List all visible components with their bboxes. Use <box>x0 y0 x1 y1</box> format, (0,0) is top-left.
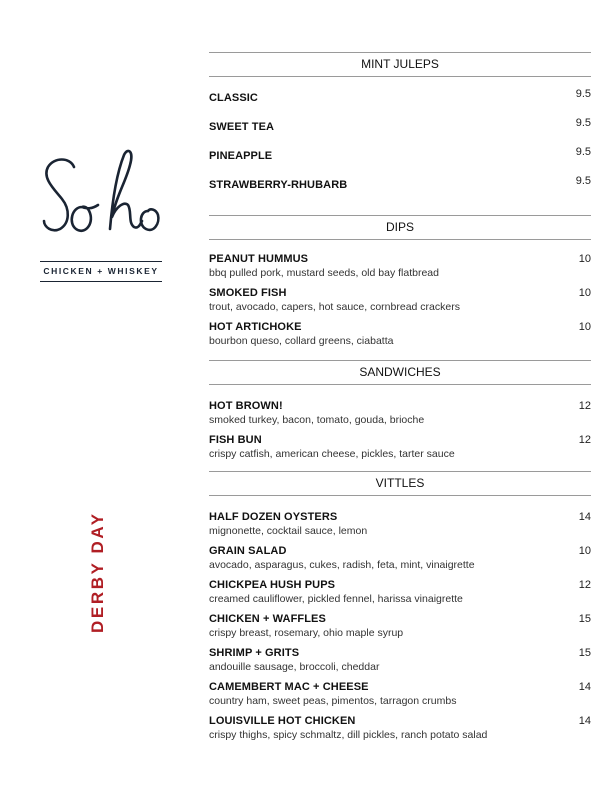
item-description: trout, avocado, capers, hot sauce, cornbread crackers <box>209 301 460 313</box>
item-description: avocado, asparagus, cukes, radish, feta, mint, vinaigrette <box>209 559 475 571</box>
menu-item <box>209 680 591 708</box>
item-name: HOT ARTICHOKE <box>209 321 302 333</box>
item-name: STRAWBERRY-RHUBARB <box>209 179 348 191</box>
item-name: SWEET TEA <box>209 121 275 133</box>
menu-item <box>209 646 591 674</box>
section-heading: SANDWICHES <box>209 360 591 385</box>
item-name: CHICKEN + WAFFLES <box>209 613 326 625</box>
menu-item <box>209 117 591 134</box>
soho-script-logo <box>40 145 162 253</box>
item-name: CHICKPEA HUSH PUPS <box>209 579 336 591</box>
item-name: PINEAPPLE <box>209 150 273 162</box>
item-name: SMOKED FISH <box>209 287 287 299</box>
item-name: CLASSIC <box>209 92 258 104</box>
item-price: 12 <box>578 400 591 412</box>
menu-item <box>209 612 591 640</box>
section-heading: VITTLES <box>209 471 591 496</box>
section-vittles <box>209 471 591 754</box>
menu-item <box>209 714 591 742</box>
menu-item <box>209 510 591 538</box>
item-name: SHRIMP + GRITS <box>209 647 300 659</box>
item-price: 10 <box>578 321 591 333</box>
menu-item <box>209 320 591 348</box>
item-description: creamed cauliflower, pickled fennel, harissa vinaigrette <box>209 593 463 605</box>
menu-item <box>209 399 591 427</box>
item-description: country ham, sweet peas, pimentos, tarragon crumbs <box>209 695 457 707</box>
item-price: 10 <box>578 287 591 299</box>
item-price: 12 <box>578 434 591 446</box>
menu-item <box>209 286 591 314</box>
logo <box>40 145 162 282</box>
section-mint-juleps <box>209 52 591 215</box>
item-price: 14 <box>578 511 591 523</box>
item-name: HALF DOZEN OYSTERS <box>209 511 338 523</box>
section-heading: MINT JULEPS <box>209 52 591 77</box>
item-name: PEANUT HUMMUS <box>209 253 309 265</box>
item-name: HOT BROWN! <box>209 400 283 412</box>
item-name: GRAIN SALAD <box>209 545 287 557</box>
item-price: 10 <box>578 545 591 557</box>
item-description: andouille sausage, broccoli, cheddar <box>209 661 380 673</box>
item-price: 14 <box>578 715 591 727</box>
item-price: 9.5 <box>575 175 591 187</box>
item-description: mignonette, cocktail sauce, lemon <box>209 525 368 537</box>
item-name: LOUISVILLE HOT CHICKEN <box>209 715 356 727</box>
item-price: 10 <box>578 253 591 265</box>
item-description: crispy thighs, spicy schmaltz, dill pickles, ranch potato salad <box>209 729 488 741</box>
menu-item <box>209 433 591 461</box>
item-description: smoked turkey, bacon, tomato, gouda, brioche <box>209 414 425 426</box>
item-price: 14 <box>578 681 591 693</box>
section-dips <box>209 215 591 360</box>
menu-item <box>209 544 591 572</box>
item-name: FISH BUN <box>209 434 262 446</box>
item-description: bourbon queso, collard greens, ciabatta <box>209 335 394 347</box>
item-description: bbq pulled pork, mustard seeds, old bay flatbread <box>209 267 439 279</box>
item-price: 9.5 <box>575 146 591 158</box>
item-name: CAMEMBERT MAC + CHEESE <box>209 681 369 693</box>
item-price: 9.5 <box>575 88 591 100</box>
menu <box>209 52 591 754</box>
item-price: 15 <box>578 613 591 625</box>
menu-item <box>209 88 591 105</box>
menu-item <box>209 252 591 280</box>
event-label: DERBY DAY <box>88 511 107 633</box>
section-heading: DIPS <box>209 215 591 240</box>
item-price: 12 <box>578 579 591 591</box>
menu-item <box>209 146 591 163</box>
item-description: crispy breast, rosemary, ohio maple syrup <box>209 627 404 639</box>
logo-tagline: CHICKEN + WHISKEY <box>40 261 162 282</box>
section-sandwiches <box>209 360 591 471</box>
menu-item <box>209 578 591 606</box>
item-price: 9.5 <box>575 117 591 129</box>
menu-item <box>209 175 591 192</box>
item-price: 15 <box>578 647 591 659</box>
item-description: crispy catfish, american cheese, pickles, tarter sauce <box>209 448 455 460</box>
